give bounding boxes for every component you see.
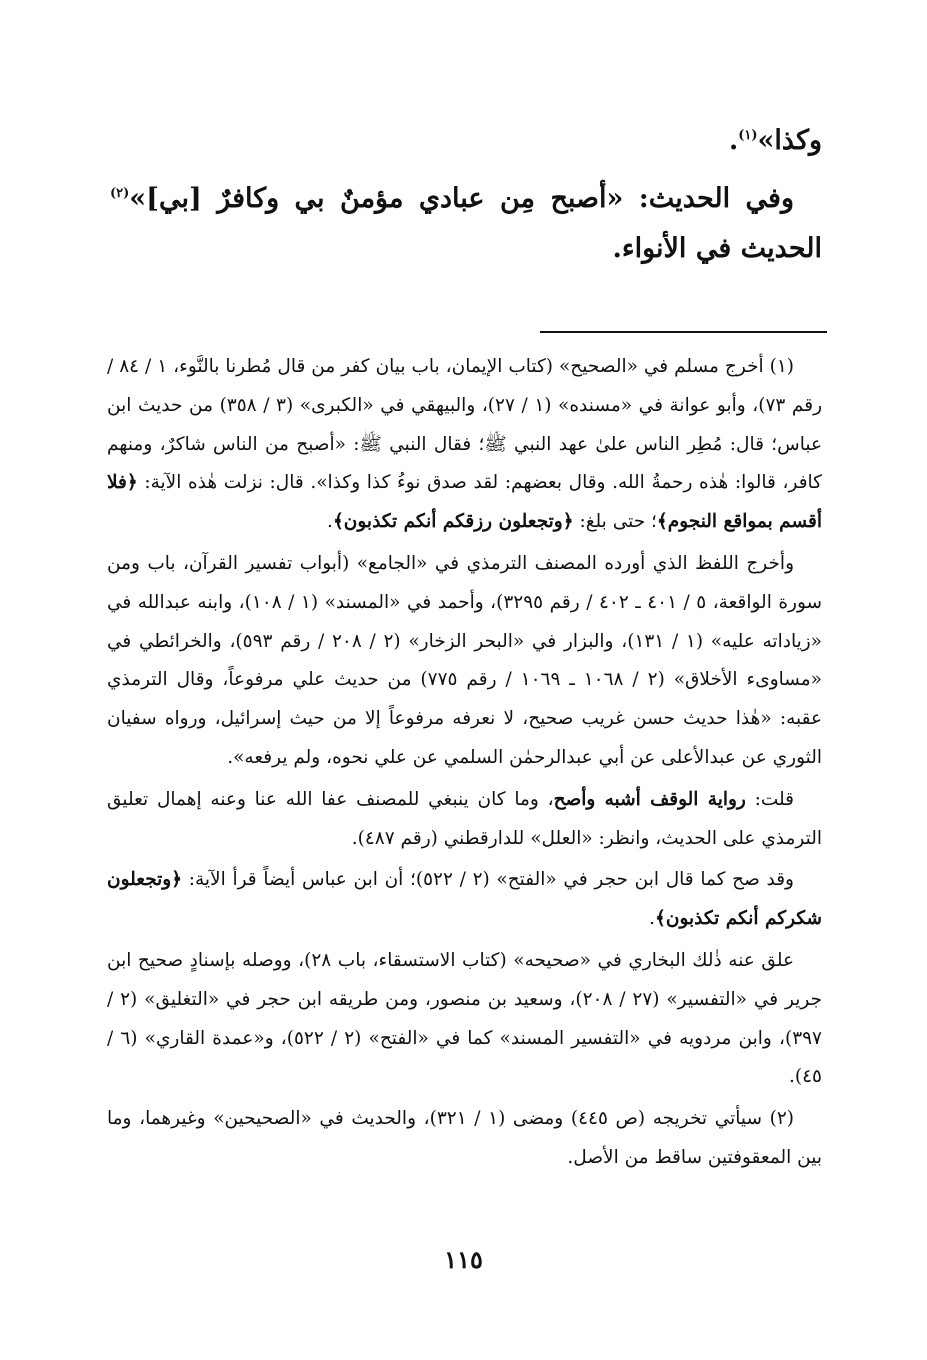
footnote-1-para-2: وأخرج اللفظ الذي أورده المصنف الترمذي في «الجامع» (أبواب تفسير القرآن، باب ومن سورة الواقعة، ٥ / ٤٠١ ـ ٤٠٢ / رقم ٣٢٩٥)، وأحمد في «المسند» (١ / ١٠٨)، وابنه عبدالله في «زياداته عليه» (١ / ١٣١)، والبزار في «البحر الزخار» (٢ / ٢٠٨ / رقم ٥٩٣)، والخرائطي في «مساوىء الأخلاق» (٢ / ١٠٦٨ ـ ١٠٦٩ / رقم ٧٧٥) من حديث علي مرفوعاً، وقال الترمذي عقبه: «هٰذا حديث حسن غريب صحيح، لا نعرفه مرفوعاً إلا من حيث إسرائيل، ورواه سفيان الثوري عن عبدالأعلى عن أبي عبدالرحمٰن السلمي عن علي نحوه، ولم يرفعه». — [107, 552, 823, 768]
footnote-ref-1: (١) — [738, 128, 758, 143]
footnote-1-text-c: . — [327, 511, 333, 533]
page-number: ١١٥ — [444, 1245, 483, 1274]
note-end: . — [649, 908, 656, 930]
continuation-line — [110, 116, 822, 166]
continuation-end: . — [728, 125, 739, 156]
hadith-paragraph — [110, 174, 822, 274]
quran-verse: ﴿وتجعلون شكركم أنكم تكذبون﴾ — [107, 869, 822, 930]
quran-verse: ﴿وتجعلون رزقكم أنكم تكذبون﴾ — [332, 511, 574, 533]
footnote-1-para-4 — [107, 861, 822, 939]
footnote-1 — [107, 348, 822, 542]
footnote-1-text: (١) أخرج مسلم في «الصحيح» (كتاب الإيمان، باب بيان كفر من قال مُطرنا بالنَّوء، ١ / ٨٤ / رقم ٧٣)، وأبو عوانة في «مسنده» (١ / ٢٧)، والبيهقي في «الكبرى» (٣ / ٣٥٨) من حديث ابن عباس؛ قال: مُطِر الناس علىٰ عهد النبي ﷺ؛ فقال النبي ﷺ: «أصبح من الناس شاكرٌ، ومنهم كافر، قالوا: هٰذه رحمةُ الله. وقال بعضهم: لقد صدق نوءُ كذا وكذا». قال: نزلت هٰذه الآية: — [107, 356, 822, 494]
footnote-ref-2: (٢) — [110, 186, 130, 201]
main-text — [110, 116, 822, 274]
footnotes — [107, 348, 822, 1178]
footnote-1-para-3 — [107, 781, 822, 859]
hadith-text-end: الحديث في الأنواء. — [612, 233, 822, 264]
footnote-2: (٢) سيأتي تخريجه (ص ٤٤٥) ومضى (١ / ٣٢١)، والحديث في «الصحيحين» وغيرهما، وما بين المعقوفتين ساقط من الأصل. — [107, 1108, 822, 1168]
note-lead: وقد صح كما قال ابن حجر في «الفتح» (٢ / ٥٢٢)؛ أن ابن عباس أيضاً قرأ الآية: — [182, 869, 794, 891]
footnote-1-para-5: علق عنه ذٰلك البخاري في «صحيحه» (كتاب الاستسقاء، باب ٢٨)، ووصله بإسنادٍ صحيح ابن جرير في «التفسير» (٢٧ / ٢٠٨)، وسعيد بن منصور، ومن طريقه ابن حجر في «التغليق» (٢ / ٣٩٧)، وابن مردويه في «التفسير المسند» كما في «الفتح» (٢ / ٥٢٢)، و«عمدة القاري» (٦ / ٤٥). — [107, 949, 823, 1088]
note-rest: ، وما كان ينبغي للمصنف عفا الله عنا وعنه إهمال تعليق الترمذي على الحديث، وانظر: «العلل» للدارقطني (رقم ٤٨٧). — [107, 788, 822, 849]
continuation-text: وكذا» — [757, 125, 822, 156]
footnote-separator — [540, 331, 827, 333]
footnote-1-text-b: ؛ حتى بلغ: — [573, 511, 657, 533]
note-emphasis: رواية الوقف أشبه وأصح — [553, 788, 746, 810]
quran-verse: ﴿فلا أقسم بمواقع النجوم﴾ — [107, 472, 822, 533]
note-lead: قلت: — [745, 788, 794, 810]
hadith-text: وفي الحديث: «أصبح مِن عبادي مؤمنٌ بي وكافرٌ [بي]» — [129, 183, 794, 214]
